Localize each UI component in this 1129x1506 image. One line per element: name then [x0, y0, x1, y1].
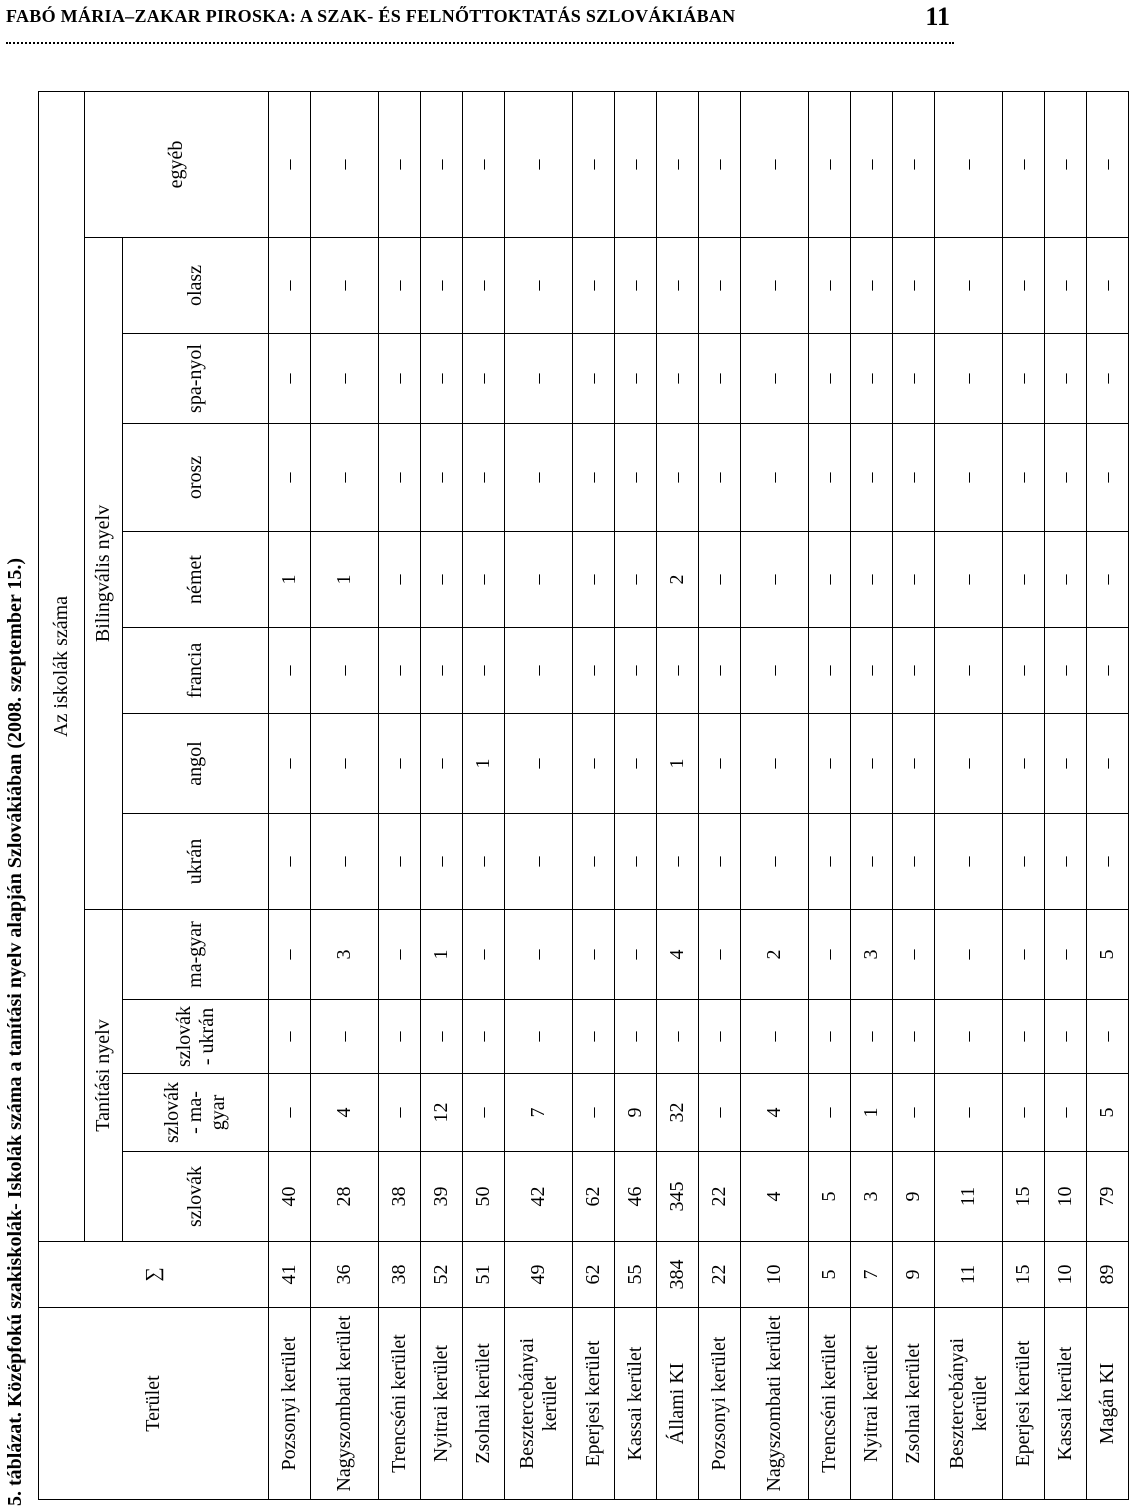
value-cell: –	[741, 238, 809, 334]
value-cell: –	[379, 1074, 421, 1152]
value-cell: –	[269, 1000, 311, 1074]
header-col-6: angol	[123, 714, 269, 814]
value-cell: –	[809, 628, 851, 714]
table-row	[505, 91, 573, 1499]
value-cell: –	[463, 91, 505, 237]
value-cell: 32	[657, 1074, 699, 1152]
value-cell: 4	[657, 910, 699, 1000]
header-col-3: szlovák - ukrán	[123, 1000, 269, 1074]
value-cell: –	[379, 532, 421, 628]
value-cell: –	[1087, 714, 1129, 814]
value-cell: –	[573, 238, 615, 334]
value-cell: –	[269, 91, 311, 237]
table-row	[809, 91, 851, 1499]
region-cell: Trencséni kerület	[809, 1308, 851, 1500]
value-cell: –	[311, 238, 379, 334]
region-cell: Besztercebányai kerület	[935, 1308, 1003, 1500]
value-cell: 10	[1045, 1152, 1087, 1242]
table-row	[463, 91, 505, 1499]
header-col-9: orosz	[123, 424, 269, 532]
value-cell: 5	[1087, 1074, 1129, 1152]
table-row	[1003, 91, 1045, 1499]
table-row	[699, 91, 741, 1499]
value-cell: 12	[421, 1074, 463, 1152]
value-cell: –	[809, 91, 851, 237]
value-cell: –	[1087, 814, 1129, 910]
value-cell: –	[699, 1074, 741, 1152]
value-cell: –	[1003, 238, 1045, 334]
value-cell: –	[421, 334, 463, 424]
value-cell: –	[809, 1074, 851, 1152]
header-col-5: ukrán	[123, 814, 269, 910]
value-cell: –	[851, 1000, 893, 1074]
value-cell: –	[573, 532, 615, 628]
region-cell: Nyitrai kerület	[851, 1308, 893, 1500]
value-cell: –	[935, 1074, 1003, 1152]
value-cell: –	[1003, 814, 1045, 910]
value-cell: –	[505, 814, 573, 910]
value-cell: –	[741, 1000, 809, 1074]
value-cell: 40	[269, 1152, 311, 1242]
value-cell: –	[893, 1000, 935, 1074]
header-col-11: olasz	[123, 238, 269, 334]
value-cell: –	[1045, 238, 1087, 334]
value-cell: –	[573, 814, 615, 910]
value-cell: –	[851, 334, 893, 424]
value-cell: 11	[935, 1152, 1003, 1242]
sum-cell: 10	[1045, 1242, 1087, 1308]
table-caption: 5. táblázat. Középfokú szakiskolák- Iskolák száma a tanítási nyelv alapján Szlovákiában (2008. szeptember 15.)	[4, 557, 26, 1506]
value-cell: –	[615, 238, 657, 334]
value-cell: –	[463, 1074, 505, 1152]
value-cell: –	[269, 1074, 311, 1152]
value-cell: –	[935, 628, 1003, 714]
value-cell: –	[851, 814, 893, 910]
value-cell: –	[311, 628, 379, 714]
value-cell: 3	[311, 910, 379, 1000]
sum-cell: 10	[741, 1242, 809, 1308]
value-cell: 9	[893, 1152, 935, 1242]
value-cell: –	[421, 238, 463, 334]
sum-cell: 22	[699, 1242, 741, 1308]
region-cell: Eperjesi kerület	[1003, 1308, 1045, 1500]
value-cell: –	[851, 424, 893, 532]
value-cell: –	[1003, 1000, 1045, 1074]
value-cell: –	[657, 334, 699, 424]
value-cell: –	[809, 334, 851, 424]
value-cell: –	[1045, 910, 1087, 1000]
value-cell: 42	[505, 1152, 573, 1242]
value-cell: –	[505, 532, 573, 628]
value-cell: –	[463, 1000, 505, 1074]
value-cell: –	[573, 910, 615, 1000]
school-count-table	[38, 91, 1129, 1500]
header-sum: ∑	[39, 1242, 269, 1308]
value-cell: 2	[741, 910, 809, 1000]
running-header-title: FABÓ MÁRIA–ZAKAR PIROSKA: A SZAK- ÉS FELNŐTTOKTATÁS SZLOVÁKIÁBAN	[6, 6, 736, 26]
table-row	[1087, 91, 1129, 1499]
value-cell: –	[421, 714, 463, 814]
value-cell: –	[505, 714, 573, 814]
value-cell: 28	[311, 1152, 379, 1242]
value-cell: –	[463, 238, 505, 334]
sum-cell: 384	[657, 1242, 699, 1308]
value-cell: –	[657, 1000, 699, 1074]
value-cell: –	[809, 714, 851, 814]
value-cell: 4	[741, 1074, 809, 1152]
value-cell: –	[809, 910, 851, 1000]
value-cell: –	[741, 424, 809, 532]
value-cell: –	[935, 532, 1003, 628]
value-cell: –	[379, 910, 421, 1000]
header-col-8: német	[123, 532, 269, 628]
value-cell: –	[935, 424, 1003, 532]
value-cell: –	[699, 238, 741, 334]
region-cell: Trencséni kerület	[379, 1308, 421, 1500]
value-cell: –	[809, 1000, 851, 1074]
value-cell: –	[379, 1000, 421, 1074]
value-cell: –	[1003, 910, 1045, 1000]
value-cell: –	[463, 424, 505, 532]
value-cell: –	[1045, 334, 1087, 424]
value-cell: –	[1045, 1000, 1087, 1074]
value-cell: –	[1045, 714, 1087, 814]
region-cell: Zsolnai kerület	[463, 1308, 505, 1500]
value-cell: –	[893, 238, 935, 334]
value-cell: –	[311, 814, 379, 910]
value-cell: –	[421, 628, 463, 714]
value-cell: –	[893, 628, 935, 714]
value-cell: –	[893, 424, 935, 532]
value-cell: –	[657, 814, 699, 910]
value-cell: –	[1003, 91, 1045, 237]
value-cell: –	[699, 910, 741, 1000]
sum-cell: 11	[935, 1242, 1003, 1308]
value-cell: –	[1087, 238, 1129, 334]
value-cell: 62	[573, 1152, 615, 1242]
value-cell: –	[699, 334, 741, 424]
value-cell: –	[615, 814, 657, 910]
value-cell: 4	[741, 1152, 809, 1242]
value-cell: –	[851, 628, 893, 714]
value-cell: –	[463, 814, 505, 910]
value-cell: –	[935, 1000, 1003, 1074]
value-cell: –	[1003, 424, 1045, 532]
value-cell: –	[379, 628, 421, 714]
sum-cell: 38	[379, 1242, 421, 1308]
value-cell: –	[615, 1000, 657, 1074]
region-cell: Eperjesi kerület	[573, 1308, 615, 1500]
page-number: 11	[925, 2, 950, 31]
value-cell: –	[269, 714, 311, 814]
value-cell: 2	[657, 532, 699, 628]
value-cell: –	[615, 91, 657, 237]
value-cell: –	[893, 910, 935, 1000]
table-row	[657, 91, 699, 1499]
value-cell: –	[935, 334, 1003, 424]
value-cell: –	[269, 238, 311, 334]
value-cell: 1	[657, 714, 699, 814]
value-cell: –	[573, 424, 615, 532]
value-cell: –	[311, 91, 379, 237]
value-cell: –	[657, 91, 699, 237]
value-cell: –	[573, 628, 615, 714]
value-cell: –	[269, 628, 311, 714]
header-school-count: Az iskolák száma	[39, 91, 85, 1241]
value-cell: –	[935, 238, 1003, 334]
region-cell: Állami KI	[657, 1308, 699, 1500]
value-cell: –	[851, 238, 893, 334]
value-cell: 38	[379, 1152, 421, 1242]
value-cell: –	[463, 532, 505, 628]
value-cell: –	[615, 532, 657, 628]
table-row	[893, 91, 935, 1499]
region-cell: Kassai kerület	[1045, 1308, 1087, 1500]
value-cell: –	[657, 424, 699, 532]
value-cell: –	[615, 714, 657, 814]
sum-cell: 89	[1087, 1242, 1129, 1308]
value-cell: –	[505, 1000, 573, 1074]
value-cell: –	[1045, 91, 1087, 237]
value-cell: –	[269, 424, 311, 532]
value-cell: –	[1003, 532, 1045, 628]
value-cell: –	[379, 91, 421, 237]
table-row	[1045, 91, 1087, 1499]
value-cell: 9	[615, 1074, 657, 1152]
table-row	[615, 91, 657, 1499]
value-cell: –	[699, 424, 741, 532]
header-col-4: ma-gyar	[123, 910, 269, 1000]
value-cell: –	[379, 814, 421, 910]
region-cell: Zsolnai kerület	[893, 1308, 935, 1500]
value-cell: –	[311, 714, 379, 814]
value-cell: –	[741, 91, 809, 237]
value-cell: –	[421, 91, 463, 237]
table-row	[573, 91, 615, 1499]
value-cell: –	[311, 334, 379, 424]
value-cell: 1	[269, 532, 311, 628]
value-cell: 50	[463, 1152, 505, 1242]
header-col-1: szlovák	[123, 1152, 269, 1242]
value-cell: –	[935, 91, 1003, 237]
value-cell: –	[1003, 628, 1045, 714]
value-cell: –	[463, 334, 505, 424]
value-cell: –	[893, 1074, 935, 1152]
header-teaching-language: Tanítási nyelv	[85, 910, 123, 1242]
value-cell: –	[1003, 1074, 1045, 1152]
value-cell: –	[893, 91, 935, 237]
sum-cell: 15	[1003, 1242, 1045, 1308]
value-cell: 39	[421, 1152, 463, 1242]
value-cell: –	[505, 334, 573, 424]
table-row	[421, 91, 463, 1499]
value-cell: –	[379, 714, 421, 814]
value-cell: –	[505, 910, 573, 1000]
value-cell: 1	[421, 910, 463, 1000]
region-cell: Pozsonyi kerület	[269, 1308, 311, 1500]
value-cell: –	[1087, 1000, 1129, 1074]
value-cell: 3	[851, 910, 893, 1000]
value-cell: –	[809, 238, 851, 334]
region-cell: Besztercebányai kerület	[505, 1308, 573, 1500]
value-cell: –	[809, 532, 851, 628]
value-cell: –	[935, 814, 1003, 910]
rotated-table-page	[0, 11, 1118, 1506]
value-cell: –	[573, 334, 615, 424]
value-cell: –	[615, 628, 657, 714]
sum-cell: 41	[269, 1242, 311, 1308]
value-cell: –	[573, 91, 615, 237]
table-row	[935, 91, 1003, 1499]
value-cell: –	[573, 1000, 615, 1074]
value-cell: –	[615, 334, 657, 424]
value-cell: –	[573, 1074, 615, 1152]
header-col-2: szlovák - ma-gyar	[123, 1074, 269, 1152]
sum-cell: 36	[311, 1242, 379, 1308]
value-cell: –	[893, 814, 935, 910]
value-cell: –	[463, 628, 505, 714]
value-cell: –	[269, 334, 311, 424]
value-cell: –	[379, 238, 421, 334]
table-row	[741, 91, 809, 1499]
header-col-12: egyéb	[85, 91, 269, 237]
table-row	[851, 91, 893, 1499]
value-cell: –	[893, 714, 935, 814]
table-row	[379, 91, 421, 1499]
value-cell: –	[1087, 91, 1129, 237]
value-cell: –	[505, 238, 573, 334]
value-cell: –	[1087, 424, 1129, 532]
value-cell: –	[699, 714, 741, 814]
value-cell: 4	[311, 1074, 379, 1152]
value-cell: –	[421, 814, 463, 910]
value-cell: –	[1087, 532, 1129, 628]
value-cell: –	[505, 91, 573, 237]
value-cell: –	[935, 714, 1003, 814]
value-cell: 1	[463, 714, 505, 814]
value-cell: –	[463, 910, 505, 1000]
value-cell: 46	[615, 1152, 657, 1242]
value-cell: –	[657, 238, 699, 334]
value-cell: 345	[657, 1152, 699, 1242]
header-col-7: francia	[123, 628, 269, 714]
value-cell: –	[505, 424, 573, 532]
value-cell: 5	[1087, 910, 1129, 1000]
value-cell: –	[851, 532, 893, 628]
value-cell: 1	[851, 1074, 893, 1152]
sum-cell: 52	[421, 1242, 463, 1308]
region-cell: Magán KI	[1087, 1308, 1129, 1500]
value-cell: –	[893, 334, 935, 424]
value-cell: –	[421, 532, 463, 628]
sum-cell: 49	[505, 1242, 573, 1308]
value-cell: –	[311, 1000, 379, 1074]
value-cell: –	[851, 714, 893, 814]
value-cell: –	[1045, 424, 1087, 532]
value-cell: –	[615, 424, 657, 532]
value-cell: –	[379, 424, 421, 532]
sum-cell: 7	[851, 1242, 893, 1308]
value-cell: –	[741, 814, 809, 910]
sum-cell: 55	[615, 1242, 657, 1308]
value-cell: –	[657, 628, 699, 714]
value-cell: 5	[809, 1152, 851, 1242]
header-region: Terület	[39, 1308, 269, 1500]
value-cell: –	[851, 91, 893, 237]
region-cell: Pozsonyi kerület	[699, 1308, 741, 1500]
value-cell: –	[809, 424, 851, 532]
value-cell: –	[311, 424, 379, 532]
value-cell: 79	[1087, 1152, 1129, 1242]
table-row	[311, 91, 379, 1499]
value-cell: –	[1045, 1074, 1087, 1152]
header-bilingual-language: Bilingvális nyelv	[85, 238, 123, 910]
region-cell: Kassai kerület	[615, 1308, 657, 1500]
sum-cell: 51	[463, 1242, 505, 1308]
header-col-10: spa-nyol	[123, 334, 269, 424]
value-cell: –	[421, 424, 463, 532]
value-cell: –	[699, 1000, 741, 1074]
sum-cell: 9	[893, 1242, 935, 1308]
value-cell: –	[699, 91, 741, 237]
region-cell: Nagyszombati kerület	[741, 1308, 809, 1500]
value-cell: –	[1087, 628, 1129, 714]
value-cell: –	[935, 910, 1003, 1000]
sum-cell: 5	[809, 1242, 851, 1308]
value-cell: 22	[699, 1152, 741, 1242]
sum-cell: 62	[573, 1242, 615, 1308]
value-cell: –	[1045, 814, 1087, 910]
value-cell: –	[809, 814, 851, 910]
value-cell: –	[699, 628, 741, 714]
value-cell: –	[1045, 532, 1087, 628]
value-cell: 3	[851, 1152, 893, 1242]
region-cell: Nagyszombati kerület	[311, 1308, 379, 1500]
table-row	[269, 91, 311, 1499]
value-cell: –	[269, 814, 311, 910]
value-cell: –	[699, 814, 741, 910]
value-cell: –	[699, 532, 741, 628]
value-cell: –	[893, 532, 935, 628]
value-cell: –	[379, 334, 421, 424]
value-cell: –	[573, 714, 615, 814]
value-cell: –	[741, 714, 809, 814]
value-cell: –	[505, 628, 573, 714]
value-cell: –	[741, 628, 809, 714]
value-cell: –	[1003, 714, 1045, 814]
region-cell: Nyitrai kerület	[421, 1308, 463, 1500]
value-cell: 15	[1003, 1152, 1045, 1242]
value-cell: –	[1003, 334, 1045, 424]
value-cell: –	[421, 1000, 463, 1074]
value-cell: –	[615, 910, 657, 1000]
value-cell: –	[1045, 628, 1087, 714]
value-cell: –	[1087, 334, 1129, 424]
value-cell: –	[269, 910, 311, 1000]
value-cell: –	[741, 532, 809, 628]
value-cell: 1	[311, 532, 379, 628]
value-cell: –	[741, 334, 809, 424]
value-cell: 7	[505, 1074, 573, 1152]
